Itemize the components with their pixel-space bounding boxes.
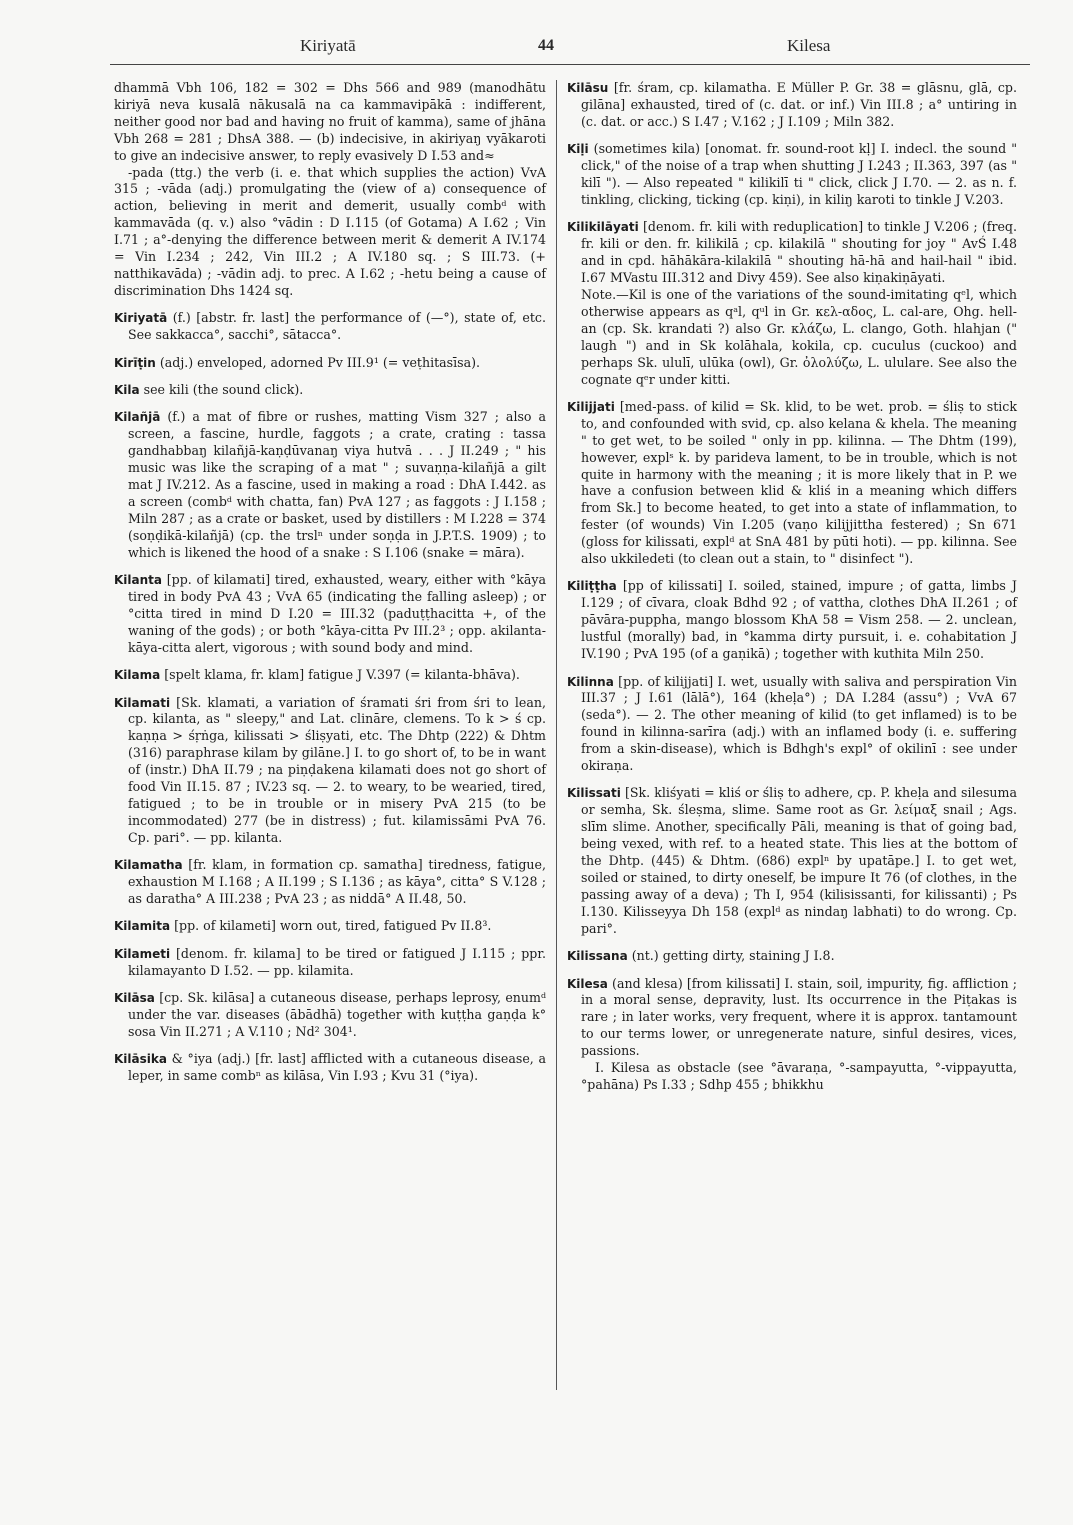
dictionary-entry	[114, 310, 546, 344]
entry-text: [denom. fr. kili with reduplication] to tinkle J V.206 ; (freq. fr. kili or den. fr. kilikilā ; cp. kilakilā " shouting for joy " AvŚ I.48 and in cpd. hāhākāra-kilakilā " shouting hā-hā and hail-hail " ibid. I.67 MVastu III.312 and Divy 459). See also kiṇakiṇāyati.	[581, 219, 1017, 286]
entry-text: [denom. fr. kilama] to be tired or fatigued J I.115 ; ppr. kilamayanto D I.52. — pp. kilamita.	[128, 945, 546, 978]
dictionary-entry	[567, 674, 1017, 775]
entry-text: (sometimes kila) [onomat. fr. sound-root kḷ] I. indecl. the sound " click," of the noise of a trap when shutting J I.243 ; II.363, 397 (as " kilī "). — Also repeated " kilikilī ti " click, click J I.70. — 2. as n. f. tinkling, clicking, ticking (cp. kiṇi), in kiliŋ karoti to tinkle J V.203.	[581, 141, 1017, 207]
headword: Kilamati	[114, 695, 171, 710]
entry-subtext: -pada (ttg.) the verb (i. e. that which supplies the action) VvA 315 ; -vāda (adj.) promulgating the (view of a) consequence of action, believing in merit and demerit, usually combᵈ with kammavāda (q. v.) also °vādin : D I.115 (of Gotama) A I.62 ; Vin I.71 ; a°-denying the difference between merit & demerit A IV.174 = Vin I.234 ; 242, Vin III.2 ; A IV.180 sq. ; S III.73. (+ natthikavāda) ; -vādin adj. to prec. A I.62 ; -hetu being a cause of discrimination Dhs 1424 sq.	[114, 164, 546, 298]
dictionary-entry	[114, 857, 546, 908]
dictionary-entry	[114, 667, 546, 684]
headword: Kiḷi	[567, 142, 589, 157]
headword: Kilanta	[114, 573, 162, 588]
dictionary-entry	[114, 990, 546, 1041]
dictionary-entry	[567, 399, 1017, 568]
dictionary-entry	[567, 219, 1017, 388]
entry-subsection: I. Kilesa as obstacle (see °āvaraṇa, °-sampayutta, °-vippayutta, °pahāna) Ps I.33 ; Sdhp 455 ; bhikkhu	[581, 1060, 1017, 1092]
entry-text: [fr. śram, cp. kilamatha. E Müller P. Gr. 38 = glāsnu, glā, cp. gilāna] exhausted, tired of (c. dat. or inf.) Vin III.8 ; a° untiring in (c. dat. or acc.) S I.47 ; V.162 ; J I.109 ; Miln 382.	[581, 80, 1017, 129]
entry-text: (and klesa) [from kilissati] I. stain, soil, impurity, fig. affliction ; in a moral sense, depravity, lust. Its occurrence in the Piṭakas is rare ; in later works, very frequent, where it is approx. tantamount to our terms lower, or unregenerate nature, sinful desires, vices, passions.	[581, 975, 1017, 1059]
entry-text: dhammā Vbh 106, 182 = 302 = Dhs 566 and 989 (manodhātu kiriyā neva kusalā nākusalā na ca kammavipākā : indifferent, neither good nor bad and having no fruit of kamma), same of jhāna Vbh 268 = 281 ; DhsA 388. — (b) indecisive, in akiriyaŋ vyākaroti to give an indecisive answer, to reply evasively D I.53 and≈	[114, 80, 546, 163]
entry-text: [cp. Sk. kilāsa] a cutaneous disease, perhaps leprosy, enumᵈ under the var. diseases (ābādhā) together with kuṭṭha gaṇḍa k° sosa Vin II.271 ; A V.110 ; Nd² 304¹.	[128, 990, 546, 1039]
left-column	[114, 80, 546, 1096]
headword: Kilāsu	[567, 81, 609, 95]
headword: Kilamatha	[114, 858, 183, 873]
headword: Kilinna	[567, 674, 614, 689]
header-rule	[110, 64, 1030, 65]
dictionary-entry	[114, 1051, 546, 1085]
headword: Kilissati	[567, 786, 621, 801]
entry-text: [pp. of kilameti] worn out, tired, fatigued Pv II.8³.	[174, 918, 492, 934]
running-header	[110, 36, 1030, 60]
dictionary-entry	[567, 141, 1017, 209]
dictionary-entry-continued	[114, 80, 546, 300]
entry-text: (nt.) getting dirty, staining J I.8.	[631, 948, 835, 964]
entry-text: (f.) [abstr. fr. last] the performance of (—°), state of, etc. See sakkacca°, sacchi°, sātacca°.	[128, 310, 546, 343]
entry-text: [pp. of kilamati] tired, exhausted, weary, either with °kāya tired in body PvA 43 ; VvA 65 (indicating the falling asleep) ; or °citta tired in mind D I.20 = III.32 (paduṭṭhacitta +, of the waning of the gods) ; or both °kāya-citta Pv III.2³ ; opp. akilanta-kāya-citta alert, vigorous ; with sound body and mind.	[128, 572, 546, 655]
etymology-note: Note.—Kil is one of the variations of the sound-imitating qᵉl, which otherwise appears as qᵃl, qᵘl in Gr. κελ-αδος, L. cal-are, Ohg. hell-an (cp. Sk. krandati ?) also Gr. κλάζω, L. clango, Goth. hlahjan (" laugh ") and in Sk kolāhala, kokila, cp. cuculus (cuckoo) and perhaps Sk. ululī, ulūka (owl), Gr. ὀλολύζω, L. ululare. See also the cognate qᵉr under kitti.	[581, 286, 1017, 387]
headword: Kiriyatā	[114, 311, 168, 326]
column-divider	[556, 80, 557, 1390]
dictionary-entry	[114, 409, 546, 561]
entry-text: see kili (the sound click).	[143, 382, 304, 397]
entry-text: [fr. klam, in formation cp. samatha] tiredness, fatigue, exhaustion M I.168 ; A II.199 ; S I.136 ; as kāya°, citta° S V.128 ; as daratha° A III.238 ; PvA 23 ; as niddā° A II.48, 50.	[128, 857, 546, 906]
page-number: 44	[538, 37, 554, 54]
dictionary-entry	[114, 946, 546, 980]
headword: Kilāsika	[114, 1052, 167, 1067]
entry-text: [Sk. klamati, a variation of śramati śri from śri to lean, cp. kilanta, as " sleepy," and Lat. clināre, clemens. To k > ś cp. kaṇṇa > śṛṅga, kilissati > śliṣyati, etc. The Dhtp (222) & Dhtm (316) paraphrase kilam by gilāne.] I. to go short of, to be in want of (instr.) DhA II.79 ; na piṇḍakena kilamati does not go short of food Vin II.15. 87 ; IV.23 sq. — 2. to weary, to be wearied, tired, fatigued ; to be in trouble or in misery PvA 215 (to be incommodated) 277 (be in distress) ; fut. kilamissāmi PvA 76. Cp. pari°. — pp. kilanta.	[128, 694, 546, 845]
headword: Kilamita	[114, 919, 171, 934]
dictionary-entry	[114, 695, 546, 847]
entry-text: [med-pass. of kilid = Sk. klid, to be wet. prob. = śliṣ to stick to, and confounded with svid, cp. also kelana & khela. The meaning " to get wet, to be soiled " only in pp. kilinna. — The Dhtm (199), however, explˢ k. by parideva lament, to be in trouble, which is not quite in harmony with the meaning ; it is more likely that in P. we have a confusion between klid & kliś in a meaning which differs from Sk.] to become heated, to get into a state of inflammation, to fester (of wounds) Vin I.205 (vaṇo kilijjittha festered) ; Sn 671 (gloss for kilissati, explᵈ at SnA 481 by pūti hoti). — pp. kilinna. See also ukkiledeti (to clean out a stain, to " disinfect ").	[581, 398, 1017, 567]
dictionary-entry	[567, 948, 1017, 965]
headword: Kilissana	[567, 949, 628, 964]
dictionary-entry	[114, 355, 546, 372]
entry-text: [Sk. kliśyati = kliś or śliṣ to adhere, cp. P. kheḷa and silesuma or semha, Sk. śleṣma, slime. Same root as Gr. λείμαξ snail ; Ags. slīm slime. Another, specifically Pāli, meaning is that of going bad, being vexed, with ref. to a heated state. This lies at the bottom of the Dhtp. (445) & Dhtm. (686) explⁿ by upatāpe.] I. to get wet, soiled or stained, to dirty oneself, be impure It 76 (of clothes, in the passing away of a deva) ; Th I, 954 (kilisissanti, for kilissanti) ; Ps I.130. Kilisseyya Dh 158 (explᵈ as nindaŋ labhati) to do wrong. Cp. pari°.	[581, 785, 1017, 936]
dictionary-entry	[567, 785, 1017, 937]
headword: Kila	[114, 383, 140, 397]
entry-text: [pp. of kilijjati] I. wet, usually with saliva and perspiration Vin III.37 ; J I.61 (lālā°), 164 (kheḷa°) ; DA I.284 (assu°) ; VvA 67 (seda°). — 2. The other meaning of kilid (to get inflamed) is to be found in kilinna-sarīra (adj.) with an inflamed body (i. e. suffering from a skin-disease), which is Bdhgh's expl° of okilinī : see under okiraṇa.	[581, 673, 1017, 774]
right-guide-word: Kilesa	[787, 36, 831, 55]
entry-text: (adj.) enveloped, adorned Pv III.9¹ (= veṭhitasīsa).	[159, 354, 481, 370]
headword: Kilañjā	[114, 410, 161, 425]
entry-text: [pp of kilissati] I. soiled, stained, impure ; of gatta, limbs J I.129 ; of cīvara, cloak Bdhd 92 ; of vattha, clothes DhA II.261 ; of pāvāra-puppha, mango blossom KhA 58 = Vism 258. — 2. unclean, lustful (morally) bad, in °kamma dirty pursuit, i. e. cohabitation J IV.190 ; PvA 195 (of a gaṇikā) ; together with kuthita Miln 250.	[581, 578, 1017, 662]
dictionary-entry	[114, 572, 546, 657]
headword: Kilikilāyati	[567, 220, 639, 235]
entry-text: & °iya (adj.) [fr. last] afflicted with a cutaneous disease, a leper, in same combⁿ as kilāsa, Vin I.93 ; Kvu 31 (°iya).	[128, 1051, 546, 1084]
headword: Kilama	[114, 668, 161, 683]
dictionary-entry	[114, 382, 546, 399]
dictionary-entry	[114, 918, 546, 935]
headword: Kilameti	[114, 946, 171, 961]
entry-text: [spelt klama, fr. klam] fatigue J V.397 (= kilanta-bhāva).	[164, 667, 520, 683]
headword: Kiliṭṭha	[567, 579, 617, 594]
entry-text: (f.) a mat of fibre or rushes, matting Vism 327 ; also a screen, a fascine, hurdle, faggots ; a crate, crating : tassa gandhabbaŋ kilañjā-kaṇḍūvanaŋ viya hutvā . . . J II.249 ; " his music was like the scraping of a mat " ; suvaṇṇa-kilañjā a gilt mat J IV.212. As a fascine, used in making a road : DhA I.442. as a screen (combᵈ with chatta, fan) PvA 127 ; as faggots : J I.158 ; Miln 287 ; as a crate or basket, used by distillers : M I.228 = 374 (soṇḍikā-kilañjā) (cp. the trslⁿ under soṇḍa in J.P.T.S. 1909) ; to which is likened the hood of a snake : S I.106 (snake = māra).	[128, 409, 546, 560]
right-column	[567, 80, 1017, 1104]
left-guide-word: Kiriyatā	[300, 36, 356, 55]
headword: Kilāsa	[114, 991, 155, 1006]
headword: Kilijjati	[567, 399, 615, 414]
dictionary-entry	[567, 976, 1017, 1094]
headword: Kirīṭin	[114, 355, 156, 370]
dictionary-entry	[567, 80, 1017, 131]
headword: Kilesa	[567, 976, 608, 991]
dictionary-entry	[567, 578, 1017, 663]
